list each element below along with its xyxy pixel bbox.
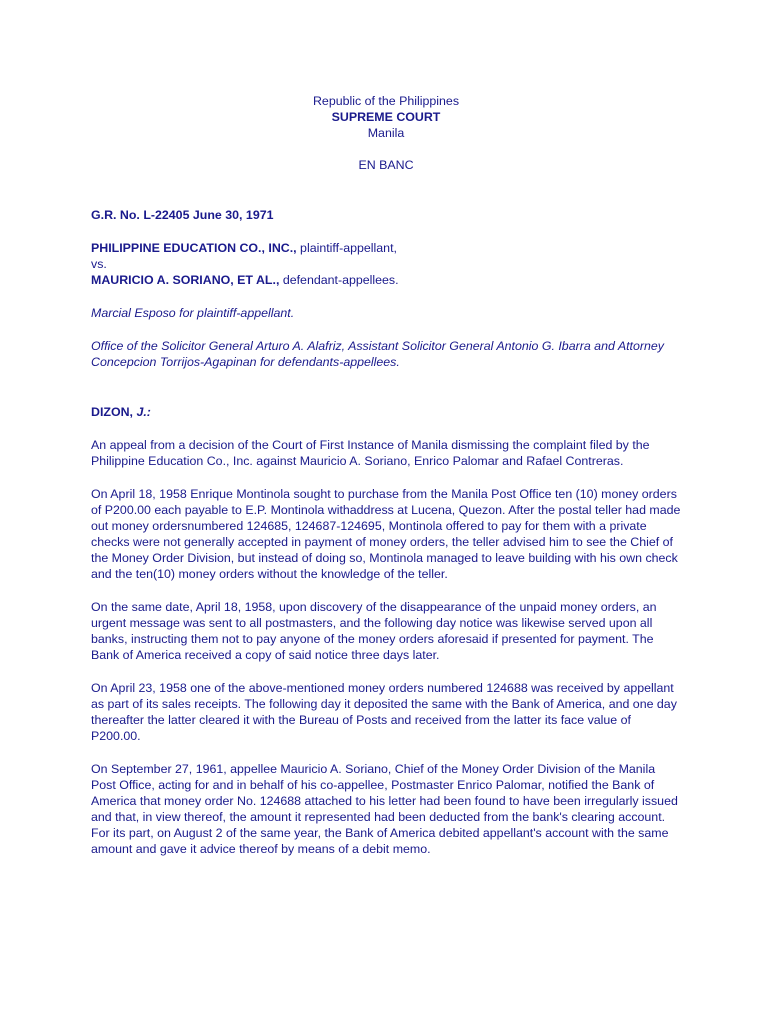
defendant-counsel: Office of the Solicitor General Arturo A. Alafriz, Assistant Solicitor General Antonio G. Ibarra and Attorney Concepcion Torrijos-Agapinan for defendants-appellees. [91,339,664,369]
plaintiff-role: plaintiff-appellant, [296,241,397,255]
paragraph: On April 23, 1958 one of the above-mentioned money orders numbered 124688 was received by appellant as part of its sales receipts. The following day it deposited the same with the Bank of America, and one day thereafter the latter cleared it with the Bureau of Posts and received from the latter its face value of P200.00. [91,681,677,743]
paragraph: On September 27, 1961, appellee Mauricio A. Soriano, Chief of the Money Order Division of the Manila Post Office, acting for and in behalf of his co-appellee, Postmaster Enrico Palomar, notified the Bank of America that money order No. 124688 attached to his letter had been found to have been irregularly issued and that, in view thereof, the amount it represented had been deducted from the bank's clearing account. For its part, on August 2 of the same year, the Bank of America debited appellant's account with the same amount and gave it advice thereof by means of a debit memo. [91,762,678,856]
case-number: G.R. No. L-22405 June 30, 1971 [91,208,274,222]
paragraph: On April 18, 1958 Enrique Montinola sought to purchase from the Manila Post Office ten (10) money orders of P200.00 each payable to E.P. Montinola withaddress at Lucena, Quezon. After the postal teller had made out money ordersnumbered 124685, 124687-124695, Montinola offered to pay for them with a private checks were not generally accepted in payment of money orders, the teller advised him to see the Chief of the Money Order Division, but instead of doing so, Montinola managed to leave building with his own check and the ten(10) money orders without the knowledge of the teller. [91,487,681,581]
ponente-title: J.: [133,405,151,419]
document-page [91,93,681,857]
case-parties [91,240,681,288]
court-name: SUPREME COURT [331,110,441,124]
plaintiff-counsel: Marcial Esposo for plaintiff-appellant. [91,306,295,320]
defendant-role: defendant-appellees. [279,273,399,287]
ponente [91,404,681,420]
republic-line: Republic of the Philippines [312,94,460,108]
paragraph: An appeal from a decision of the Court of First Instance of Manila dismissing the complaint filed by the Philippine Education Co., Inc. against Mauricio A. Soriano, Enrico Palomar and Rafael Contreras. [91,438,650,468]
plaintiff-name: PHILIPPINE EDUCATION CO., INC., [91,241,297,255]
plaintiff-line [91,240,681,256]
versus-line: vs. [91,257,107,271]
defendant-line [91,272,681,288]
court-header [91,93,681,173]
court-city: Manila [367,126,405,140]
defendant-name: MAURICIO A. SORIANO, ET AL., [91,273,280,287]
paragraph: On the same date, April 18, 1958, upon discovery of the disappearance of the unpaid money orders, an urgent message was sent to all postmasters, and the following day notice was likewise served upon all banks, instructing them not to pay anyone of the money orders aforesaid if presented for payment. The Bank of America received a copy of said notice three days later. [91,600,657,662]
court-division: EN BANC [358,158,414,172]
ponente-name: DIZON, [91,405,133,419]
